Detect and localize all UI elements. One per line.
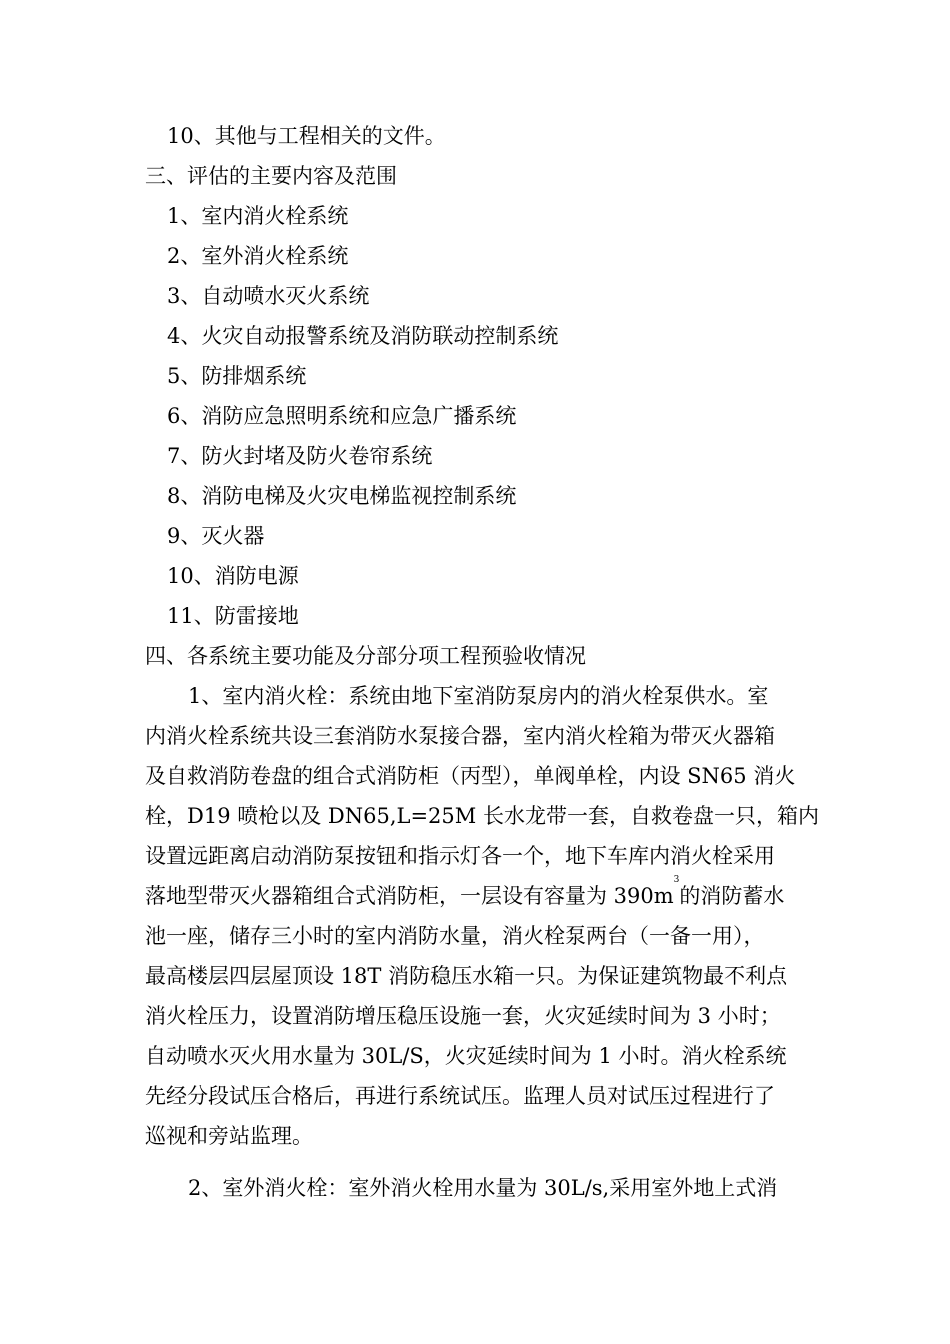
- paragraph-line: 先经分段试压合格后，再进行系统试压。监理人员对试压过程进行了: [145, 1084, 775, 1108]
- line-text: 的消防蓄水: [679, 884, 785, 908]
- list-item: 8、消防电梯及火灾电梯监视控制系统: [167, 484, 517, 508]
- paragraph-line: 自动喷水灭火用水量为 30L/S，火灾延续时间为 1 小时。消火栓系统: [145, 1044, 787, 1068]
- list-item: 9、灭火器: [167, 524, 265, 548]
- list-item: 10、消防电源: [167, 564, 299, 588]
- list-item: 2、室外消火栓系统: [167, 244, 349, 268]
- list-item: 4、火灾自动报警系统及消防联动控制系统: [167, 324, 559, 348]
- section-heading-scope: 三、评估的主要内容及范围: [145, 164, 397, 188]
- paragraph-line: 设置远距离启动消防泵按钮和指示灯各一个，地下车库内消火栓采用: [145, 844, 775, 868]
- paragraph-line: 1、室内消火栓：系统由地下室消防泵房内的消火栓泵供水。室: [188, 684, 769, 708]
- paragraph-line: 最高楼层四层屋顶设 18T 消防稳压水箱一只。为保证建筑物最不利点: [145, 964, 788, 988]
- list-item: 6、消防应急照明系统和应急广播系统: [167, 404, 517, 428]
- list-item: 3、自动喷水灭火系统: [167, 284, 370, 308]
- paragraph-line: 消火栓压力，设置消防增压稳压设施一套，火灾延续时间为 3 小时；: [145, 1004, 781, 1028]
- list-item: 11、防雷接地: [167, 604, 299, 628]
- list-item: 7、防火封堵及防火卷帘系统: [167, 444, 433, 468]
- paragraph-line: 巡视和旁站监理。: [145, 1124, 313, 1148]
- list-item-other-files: 10、其他与工程相关的文件。: [167, 124, 446, 148]
- paragraph-line: 栓，D19 喷枪以及 DN65,L=25M 长水龙带一套，自救卷盘一只，箱内: [145, 804, 819, 828]
- paragraph-line: 池一座，储存三小时的室内消防水量，消火栓泵两台（一备一用），: [145, 924, 765, 948]
- paragraph-indoor-hydrant: [145, 676, 819, 1156]
- section-heading-systems: 四、各系统主要功能及分部分项工程预验收情况: [145, 644, 586, 668]
- paragraph-line: 及自救消防卷盘的组合式消防柜（丙型），单阀单栓，内设 SN65 消火: [145, 764, 796, 788]
- document-body: [145, 116, 819, 1208]
- list-item: 5、防排烟系统: [167, 364, 307, 388]
- paragraph-line: [145, 876, 805, 916]
- paragraph-line: 内消火栓系统共设三套消防水泵接合器，室内消火栓箱为带灭火器箱: [145, 724, 775, 748]
- line-text: 落地型带灭火器箱组合式消防柜，一层设有容量为 390m: [145, 884, 674, 908]
- paragraph-outdoor-hydrant: 2、室外消火栓：室外消火栓用水量为 30L/s,采用室外地上式消: [188, 1176, 778, 1200]
- unit-superscript: 3: [673, 875, 680, 885]
- list-item: 1、室内消火栓系统: [167, 204, 349, 228]
